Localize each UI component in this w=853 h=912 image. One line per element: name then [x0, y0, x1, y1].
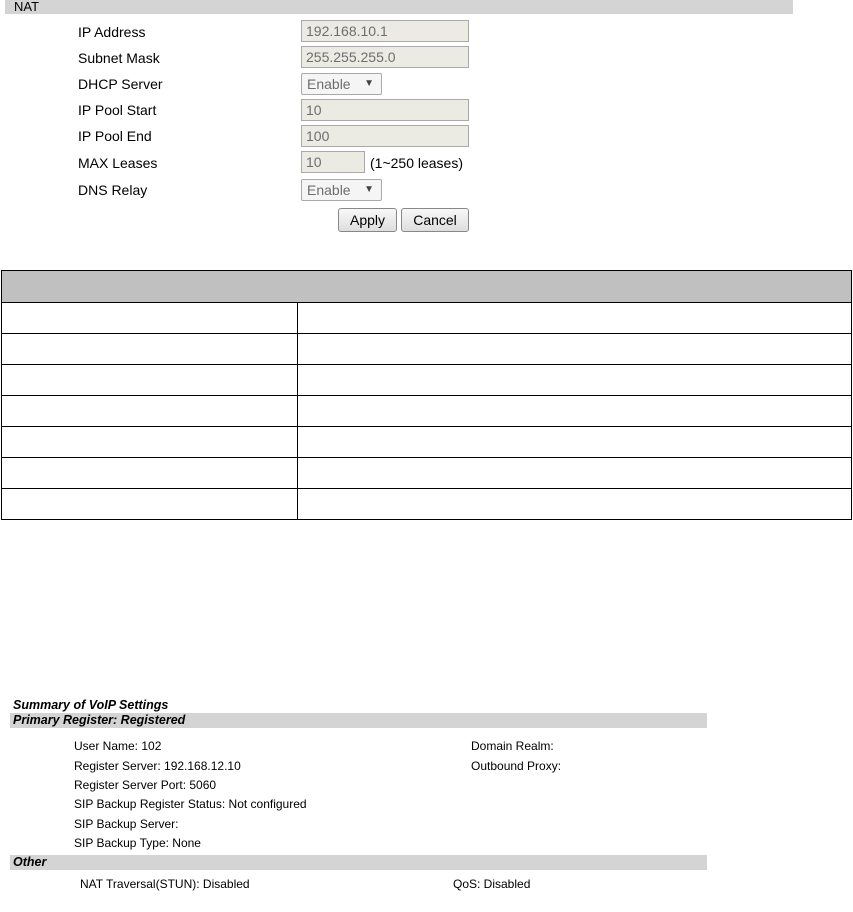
- primary-register-header: Primary Register: Registered: [10, 713, 707, 728]
- dns-relay-value: Enable: [307, 182, 351, 198]
- table-cell: [2, 365, 298, 396]
- ip-address-label: IP Address: [78, 24, 146, 40]
- table-cell: [298, 489, 852, 520]
- empty-table: [1, 270, 852, 520]
- table-cell: [2, 396, 298, 427]
- register-port-text: Register Server Port: 5060: [74, 778, 217, 792]
- subnet-mask-input[interactable]: 255.255.255.0: [301, 46, 469, 68]
- table-cell: [298, 303, 852, 334]
- ip-pool-end-label: IP Pool End: [78, 128, 152, 144]
- backup-status-text: SIP Backup Register Status: Not configured: [74, 797, 307, 811]
- dhcp-server-label: DHCP Server: [78, 76, 163, 92]
- qos-text: QoS: Disabled: [453, 877, 531, 891]
- table-cell: [2, 334, 298, 365]
- backup-type-text: SIP Backup Type: None: [74, 836, 201, 850]
- user-name-text: User Name: 102: [74, 739, 162, 753]
- dns-relay-select[interactable]: [301, 179, 382, 201]
- max-leases-hint: (1~250 leases): [370, 155, 464, 171]
- table-row: [2, 458, 852, 489]
- cancel-button[interactable]: Cancel: [401, 208, 469, 232]
- table-row: [2, 427, 852, 458]
- ip-pool-start-label: IP Pool Start: [78, 102, 157, 118]
- ip-address-input[interactable]: 192.168.10.1: [301, 20, 469, 42]
- table-cell: [298, 458, 852, 489]
- nat-traversal-text: NAT Traversal(STUN): Disabled: [80, 877, 250, 891]
- nat-section-header: NAT: [5, 0, 793, 14]
- chevron-down-icon: ▼: [364, 78, 374, 89]
- subnet-mask-label: Subnet Mask: [78, 50, 160, 66]
- ip-pool-start-input[interactable]: 10: [301, 99, 469, 121]
- max-leases-input[interactable]: 10: [301, 151, 365, 173]
- dhcp-server-select[interactable]: [301, 73, 382, 95]
- table-row: [2, 396, 852, 427]
- domain-realm-text: Domain Realm:: [471, 739, 554, 753]
- table-cell: [2, 489, 298, 520]
- chevron-down-icon: ▼: [364, 184, 374, 195]
- dhcp-server-value: Enable: [307, 76, 351, 92]
- register-server-text: Register Server: 192.168.12.10: [74, 759, 241, 773]
- table-cell: [298, 427, 852, 458]
- ip-pool-end-input[interactable]: 100: [301, 125, 469, 147]
- voip-summary-title: Summary of VoIP Settings: [13, 698, 169, 712]
- table-row: [2, 334, 852, 365]
- table-row: [2, 489, 852, 520]
- table-row: [2, 365, 852, 396]
- table-header-row: [2, 271, 852, 303]
- table-cell: [298, 334, 852, 365]
- table-cell: [2, 427, 298, 458]
- backup-server-text: SIP Backup Server:: [74, 817, 179, 831]
- table-cell: [2, 303, 298, 334]
- outbound-proxy-text: Outbound Proxy:: [471, 759, 562, 773]
- max-leases-label: MAX Leases: [78, 155, 158, 171]
- table-cell: [298, 396, 852, 427]
- dns-relay-label: DNS Relay: [78, 182, 148, 198]
- table-header-cell: [2, 271, 852, 303]
- other-header: Other: [10, 855, 707, 870]
- table-row: [2, 303, 852, 334]
- table-cell: [2, 458, 298, 489]
- apply-button[interactable]: Apply: [338, 208, 397, 232]
- table-cell: [298, 365, 852, 396]
